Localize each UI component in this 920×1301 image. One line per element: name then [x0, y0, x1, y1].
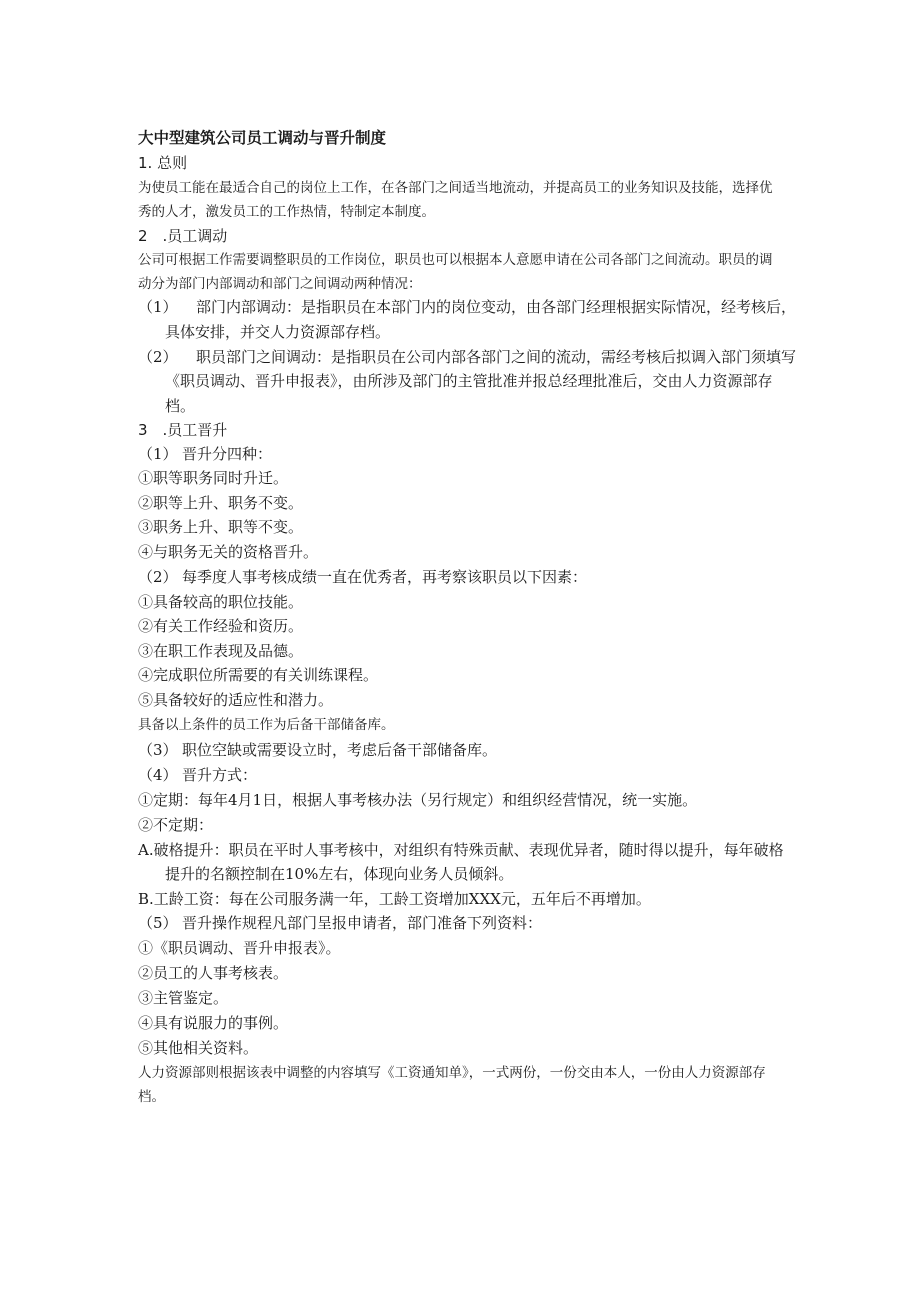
list-item: [138, 347, 796, 367]
sub-item: ④与职务无关的资格晋升。: [138, 543, 319, 561]
sub-item: ③主管鉴定。: [138, 989, 229, 1007]
sub-item: ②职等上升、职务不变。: [138, 494, 304, 512]
sub-item: ③职务上升、职等不变。: [138, 518, 304, 536]
item-text: 晋升操作规程凡部门呈报申请者，部门准备下列资料：: [182, 914, 543, 932]
paragraph-line: 人力资源部则根据该表中调整的内容填写《工资通知单》，一式两份，一份交由本人，一份由人力资源部存: [138, 1065, 766, 1081]
sub-item: A.破格提升：职员在平时人事考核中，对组织有特殊贡献、表现优异者，随时得以提升，每年破格: [138, 841, 784, 859]
list-item: [138, 740, 497, 760]
item-number: （3）: [138, 741, 178, 759]
sub-item: ①职等职务同时升迁。: [138, 469, 289, 487]
list-item: [138, 444, 272, 464]
item-text: 每季度人事考核成绩一直在优秀者，再考察该职员以下因素：: [182, 568, 588, 586]
sub-item: ③在职工作表现及品德。: [138, 642, 304, 660]
item-text: 职位空缺或需要设立时，考虑后备干部储备库。: [182, 741, 498, 759]
section-1-heading: 1. 总则: [138, 154, 188, 172]
document-title: 大中型建筑公司员工调动与晋升制度: [138, 129, 387, 147]
sub-item: ①定期：每年4月1日，根据人事考核办法（另行规定）和组织经营情况，统一实施。: [138, 791, 698, 809]
paragraph-line: 公司可根据工作需要调整职员的工作岗位，职员也可以根据本人意愿申请在公司各部门之间流动。职员的调: [138, 252, 773, 268]
item-text: 职员部门之间调动：是指职员在公司内部各部门之间的流动，需经考核后拟调入部门须填写: [196, 348, 797, 366]
paragraph-line: 档。: [138, 1089, 165, 1105]
list-item: [138, 567, 587, 587]
paragraph-line: 动分为部门内部调动和部门之间调动两种情况：: [138, 276, 422, 292]
section-3-heading: 3 .员工晋升: [138, 421, 228, 439]
paragraph-line: 具备以上条件的员工作为后备干部储备库。: [138, 717, 395, 733]
sub-item: ④具有说服力的事例。: [138, 1014, 289, 1032]
item-text: 晋升方式：: [182, 766, 258, 784]
list-item: [138, 765, 257, 785]
sub-item: ④完成职位所需要的有关训练课程。: [138, 666, 379, 684]
list-item: [138, 913, 542, 933]
sub-item: ①《职员调动、晋升申报表》。: [138, 939, 341, 957]
sub-item: ⑤其他相关资料。: [138, 1039, 259, 1057]
sub-item-continuation: 提升的名额控制在10%左右，体现向业务人员倾斜。: [165, 865, 514, 883]
sub-item: ②不定期：: [138, 816, 214, 834]
sub-item: B.工龄工资：每在公司服务满一年，工龄工资增加XXX元，五年后不再增加。: [138, 890, 651, 908]
sub-item: ②员工的人事考核表。: [138, 964, 289, 982]
list-item: [138, 297, 796, 317]
item-number: （1）: [138, 298, 178, 316]
section-2-heading: 2 .员工调动: [138, 227, 228, 245]
item-number: （5）: [138, 914, 178, 932]
list-item-continuation: 具体安排，并交人力资源部存档。: [165, 323, 391, 341]
item-number: （1）: [138, 445, 178, 463]
item-number: （2）: [138, 568, 178, 586]
list-item-continuation: 档。: [165, 397, 196, 415]
list-item-continuation: 《职员调动、晋升申报表》，由所涉及部门的主管批准并报总经理批准后，交由人力资源部存: [165, 372, 773, 390]
sub-item: ②有关工作经验和资历。: [138, 617, 304, 635]
paragraph-line: 秀的人才，激发员工的工作热情，特制定本制度。: [138, 204, 435, 220]
item-text: 部门内部调动：是指职员在本部门内的岗位变动，由各部门经理根据实际情况，经考核后，: [196, 298, 797, 316]
item-number: （2）: [138, 348, 178, 366]
sub-item: ①具备较高的职位技能。: [138, 593, 304, 611]
item-text: 晋升分四种：: [182, 445, 273, 463]
item-number: （4）: [138, 766, 178, 784]
paragraph-line: 为使员工能在最适合自己的岗位上工作，在各部门之间适当地流动，并提高员工的业务知识及技能，选择优: [138, 180, 773, 196]
sub-item: ⑤具备较好的适应性和潜力。: [138, 691, 334, 709]
